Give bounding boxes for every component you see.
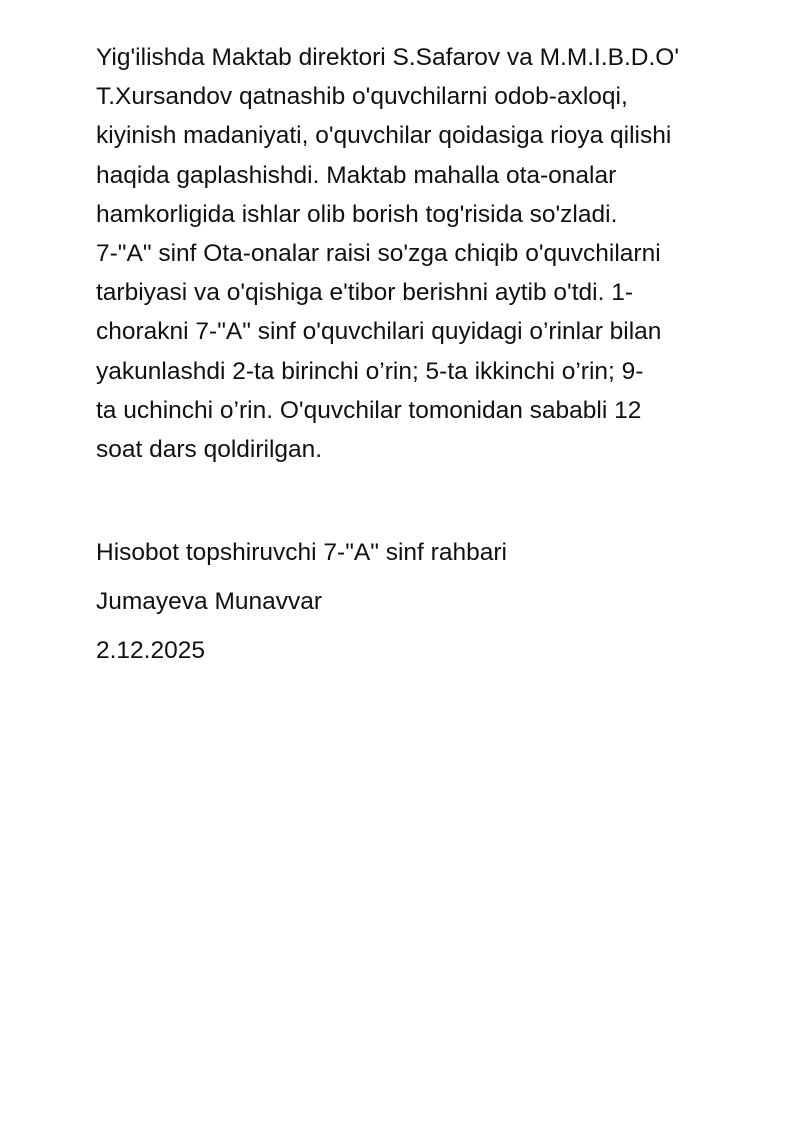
paragraph-line: yakunlashdi 2-ta birinchi o’rin; 5-ta ikkinchi o’rin; 9- — [96, 357, 644, 385]
paragraph-line: Yig'ilishda Maktab direktori S.Safarov va M.M.I.B.D.O' — [96, 44, 680, 71]
signature-block — [96, 528, 507, 675]
paragraph-line: tarbiyasi va o'qishiga e'tibor berishni aytib o'tdi. 1- — [96, 279, 633, 307]
paragraph-line: hamkorligida ishlar olib borish tog'risida so'zladi. — [96, 200, 618, 228]
signature-name: Jumayeva Munavvar — [96, 588, 323, 615]
paragraph-line: haqida gaplashishdi. Maktab mahalla ota-onalar — [96, 161, 617, 189]
paragraph-line: kiyinish madaniyati, o'quvchilar qoidasiga rioya qilishi — [96, 122, 672, 150]
paragraph-line: chorakni 7-"A" sinf o'quvchilari quyidagi o’rinlar bilan — [96, 318, 662, 346]
paragraph-line: T.Xursandov qatnashib o'quvchilarni odob-axloqi, — [96, 83, 628, 111]
signature-role: Hisobot topshiruvchi 7-"A" sinf rahbari — [96, 539, 507, 566]
paragraph-line: ta uchinchi o’rin. O'quvchilar tomonidan sababli 12 — [96, 396, 642, 424]
paragraph-line: soat dars qoldirilgan. — [96, 436, 323, 464]
paragraph-line: 7-"A" sinf Ota-onalar raisi so'zga chiqib o'quvchilarni — [96, 240, 661, 268]
report-paragraph — [96, 38, 736, 469]
signature-date: 2.12.2025 — [96, 637, 205, 664]
